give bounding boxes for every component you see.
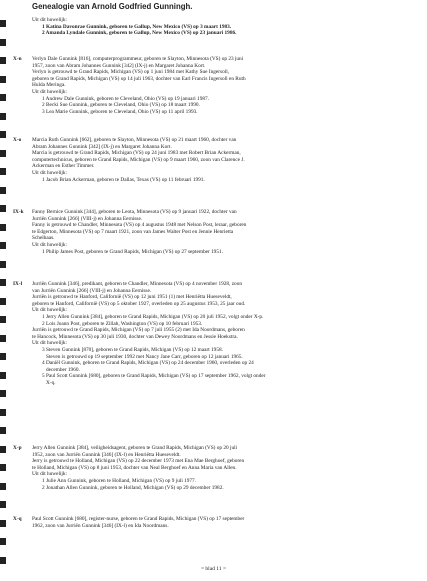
uit-dit-huwelijk-label: Uit dit huwelijk:: [32, 88, 68, 95]
binding-ring: [0, 261, 6, 268]
binding-ring: [0, 298, 6, 305]
binding-ring: [0, 464, 6, 471]
entry-line: Jurriën Gunnink [346], predikant, geboren te Chandler, Minnesota (VS) op 4 november 1928, zoon: [32, 281, 242, 287]
entry-X-q: [13, 516, 416, 529]
binding-ring: [0, 224, 6, 231]
page-header: Genealogie van Arnold Godfried Gunningh.: [32, 2, 193, 11]
entry-line: Verlyn Dale Gunnink [816], computerprogrammeur, geboren te Slayton, Minnesota (VS) op 23 juni: [32, 56, 244, 62]
child-note: december 1960.: [46, 366, 80, 373]
child-item: 1 Jerry Allen Gunnink [384], geboren te Grand Rapids, Michigan (VS) op 20 juli 1952, volgt onder X-p.: [42, 313, 264, 320]
uit-dit-huwelijk-label: Uit dit huwelijk:: [32, 169, 68, 176]
document-page: [14, 0, 422, 581]
uit-dit-huwelijk-label: Uit dit huwelijk:: [32, 307, 68, 314]
binding-ring: [0, 520, 6, 527]
entry-line: Jurriën is getrouwd te Grand Rapids, Michigan (VS) op 7 juli 1955 (2) met Ida Noordmans, geboren: [32, 327, 245, 334]
child-item: 1 Jacob Brian Ackerman, geboren te Dallas, Texas (VS) op 11 februari 1991.: [42, 176, 205, 183]
page-number: = blad 11 =: [200, 566, 227, 572]
binding-ring: [0, 279, 6, 286]
entry-line: Fanny Bernice Gunnink [344], geboren te Leota, Minnesota (VS) op 9 januari 1922, dochter van: [32, 209, 237, 215]
binding-ring: [0, 316, 6, 323]
uit-dit-huwelijk-label: Uit dit huwelijk:: [32, 471, 68, 478]
entry-line: computertechnicus, geboren te Grand Rapids, Michigan (VS) op 9 maart 1960, zoon van Clarence J.: [32, 156, 245, 163]
entry-X-n: [13, 56, 416, 115]
entry-line: Paul Scott Gunnink [680], register-nurse, geboren te Grand Rapids, Michigan (VS) op 17 september: [32, 516, 245, 522]
entry-X-p: [13, 445, 416, 491]
binding-ring: [0, 39, 6, 46]
entry-line: Marcia Ruth Gunnink [662], geboren te Slayton, Minnesota (VS) op 21 maart 1960, dochter van: [32, 137, 237, 143]
entry-line: Jerry is getrouwd te Holland, Michigan (VS) op 22 december 1973 met Ena Mae Berghoef, geboren: [32, 458, 245, 465]
binding-ring: [0, 20, 6, 27]
child-note: Steven is getrouwd op 19 september 1992 met Nancy Jane Carr, geboren op 12 januari 1965.: [46, 353, 243, 360]
child-item: 2 Becki Sue Gunnink, geboren te Cleveland, Ohio (VS) op 18 maart 1990.: [42, 102, 200, 109]
entry-line: Jurriën Gunnink [266] (VIII-j) en Johanna Eernisse.: [32, 215, 143, 222]
child-item: 2 Jonathan Allen Gunnink, geboren te Holland, Michigan (VS) op 29 december 1982.: [42, 484, 224, 491]
binding-ring: [0, 187, 6, 194]
entry-continuation: [32, 17, 416, 37]
entry-label: IX-l: [13, 281, 23, 287]
uit-dit-huwelijk-label: Uit dit huwelijk:: [32, 241, 68, 248]
child-text: 1 Katina Davonrae Gunnink, geboren te Gallup, New Mexico (VS) op 3 maart 1983.: [42, 23, 232, 30]
binding-ring: [0, 57, 6, 64]
entry-label: X-n: [13, 56, 22, 62]
child-item: 3 Steven Gunnink [870], geboren te Grand Rapids, Michigan (VS) op 12 maart 1958.: [42, 346, 223, 353]
entry-line: 1957, zoon van Abram Johannes Gunnink [342] (IX-j) en Margaret Johanna Kort.: [32, 62, 206, 69]
binding-ring: [0, 446, 6, 453]
entry-label: X-o: [13, 137, 22, 143]
child-item: 1 Julie Ann Gunnink, geboren te Holland, Michigan (VS) op 9 juli 1977.: [42, 477, 197, 484]
entry-label: X-p: [13, 445, 22, 451]
entry-line: Ackerman en Esther Timmer.: [32, 163, 95, 170]
entry-line: Jerry Allen Gunnink [384], veiligheidsagent, geboren te Grand Rapids, Michigan (VS) op 20 juli: [32, 445, 238, 451]
entry-line: Fanny is getrouwd te Chandler, Minnesota (VS) op 4 augustus 1948 met Nelson Post, leraar, geboren: [32, 222, 247, 229]
entry-line: te Hancock, Minnesota (VS) op 30 juli 1930, dochter van Dewey Noordmans en Jessie Hoekstra.: [32, 333, 238, 340]
binding-ring: [0, 483, 6, 490]
entry-line: van Jurriën Gunnink [266] (VIII-j) en Johanna Eernisse.: [32, 287, 152, 294]
entry-line: 1952, zoon van Jurriën Gunnink [346] (IX-l) en Henriëtta Hueseveldt.: [32, 451, 181, 458]
entry-line: Abram Johannes Gunnink [342] (IX-j) en Margaret Johanna Kort.: [32, 143, 172, 150]
uit-dit-huwelijk-label: Uit dit huwelijk:: [32, 340, 68, 347]
entry-line: Jurriën is getrouwd te Hanford, Californië (VS) op 12 juni 1951 (1) met Henriëtta Hueseveldt,: [32, 294, 232, 301]
entry-label: X-q: [13, 516, 22, 522]
child-item: 1 Andrew Dale Gunnink, geboren te Cleveland, Ohio (VS) op 19 januari 1987.: [42, 95, 209, 102]
entry-line: Verlyn is getrouwd te Grand Rapids, Michigan (VS) op 1 juni 1984 met Kathy Sue Ingersoll,: [32, 69, 229, 76]
entry-label: IX-k: [13, 209, 24, 215]
binding-ring: [0, 168, 6, 175]
entry-line: te Holland, Michigan (VS) op 8 juni 1953, dochter van Neal Berghoef en Anna Maria van Allen.: [32, 464, 237, 471]
binding-ring: [0, 76, 6, 83]
child-item: 2 Lois Joann Post, geboren te Zillah, Washington (VS) op 10 februari 1953.: [42, 320, 203, 327]
entry-X-o: [13, 137, 416, 183]
child-item: 5 Paul Scott Gunnink [680], geboren te Grand Rapids, Michigan (VS) op 17 september 1962, volgt onder: [42, 373, 266, 380]
entry-line: te Edgerton, Minnesota (VS) op 7 maart 1921, zoon van James Walter Post en Jennie Henrietta: [32, 228, 234, 235]
entry-line: geboren te Hanford, Californië (VS) op 5 oktober 1927, overleden op 25 augustus 1953, 25 jaar oud.: [32, 300, 246, 307]
binding-ring: [0, 390, 6, 397]
entry-line: 1962, zoon van Jurriën Gunnink [346] (IX-l) en Ida Noordmans.: [32, 522, 169, 529]
binding-ring: [0, 353, 6, 360]
spiral-binding: [0, 0, 10, 581]
entry-line: Hulda Meringa.: [32, 82, 66, 89]
entry-line: Schelhaas.: [32, 235, 55, 242]
entry-IX-l: [13, 281, 416, 387]
child-note: X-q.: [46, 379, 56, 386]
child-item: 1 Philip James Post, geboren te Grand Rapids, Michigan (VS) op 27 september 1951.: [42, 248, 223, 255]
binding-ring: [0, 113, 6, 120]
uit-dit-huwelijk-label: Uit dit huwelijk:: [32, 17, 68, 23]
binding-ring: [0, 94, 6, 101]
binding-ring: [0, 150, 6, 157]
binding-ring: [0, 372, 6, 379]
child-item: 4 Daniël Gunnink, geboren te Grand Rapids, Michigan (VS) op 24 december 1960, overleden op 24: [42, 360, 254, 367]
binding-ring: [0, 501, 6, 508]
child-item: [32, 30, 416, 37]
binding-ring: [0, 131, 6, 138]
entry-IX-k: [13, 209, 416, 255]
entry-line: geboren te Grand Rapids, Michigan (VS) op 14 juli 1963, dochter van Earl Francis Ingersoll en Ruth: [32, 75, 246, 82]
child-item: 3 Lea Marie Gunnink, geboren te Cleveland, Ohio (VS) op 11 april 1993.: [42, 108, 198, 115]
child-text: 2 Amanda Lyndale Gunnink, geboren te Gallup, New Mexico (VS) op 23 januari 1986.: [42, 30, 237, 37]
binding-ring: [0, 538, 6, 545]
binding-ring: [0, 205, 6, 212]
entry-line: Marcia is getrouwd te Grand Rapids, Michigan (VS) op 24 juni 1983 met Robert Brian Ackerman,: [32, 150, 241, 157]
binding-ring: [0, 427, 6, 434]
binding-ring: [0, 557, 6, 564]
binding-ring: [0, 409, 6, 416]
binding-ring: [0, 335, 6, 342]
binding-ring: [0, 242, 6, 249]
